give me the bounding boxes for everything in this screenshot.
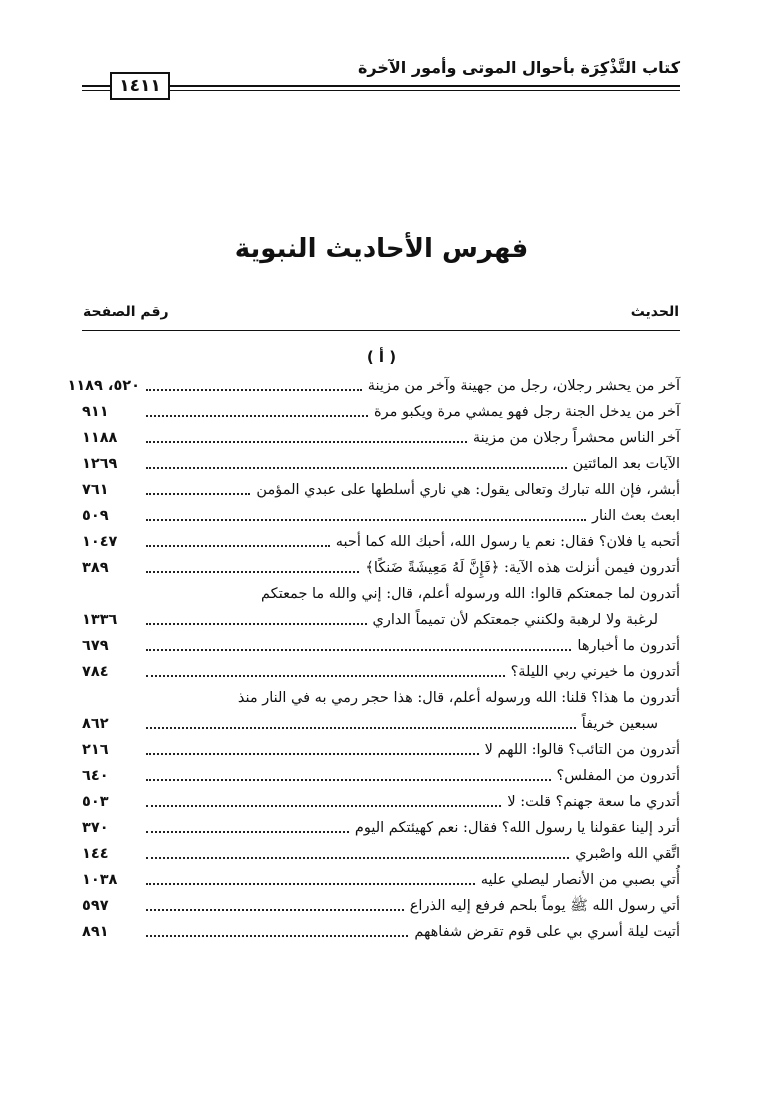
index-entry-line: [82, 685, 680, 711]
index-entry-line: [82, 867, 680, 893]
column-header-page-number: رقم الصفحة: [83, 304, 169, 320]
page-reference: ٨٦٢: [82, 716, 109, 732]
running-header: [82, 52, 680, 102]
index-entry: [82, 737, 680, 763]
page-number: ١٤١١: [110, 72, 170, 100]
page-reference: ٦٤٠: [82, 768, 109, 784]
hadith-text: آخر من يدخل الجنة رجل فهو يمشي مرة ويكبو مرة: [374, 404, 680, 420]
hadith-text: سبعين خريفاً: [581, 716, 658, 732]
index-entry: [82, 633, 680, 659]
index-entry-line: [67, 373, 680, 399]
page-reference: ١٣٣٦: [82, 612, 118, 628]
page-reference: ١٤٤: [82, 846, 109, 862]
page-reference: ١٠٣٨: [82, 872, 118, 888]
dot-leader: [146, 519, 586, 521]
index-entry-line: [82, 477, 680, 503]
index-entry: [82, 789, 680, 815]
book-title: كتاب التَّذْكِرَة بأحوال الموتى وأمور الآخرة: [357, 58, 680, 77]
hadith-text: أبشر، فإن الله تبارك وتعالى يقول: هي ناري أسلطها على عبدي المؤمن: [256, 482, 680, 498]
hadith-text: أتدرون لما جمعتكم قالوا: الله ورسوله أعلم، قال: إني والله ما جمعتكم: [261, 586, 680, 602]
dot-leader: [146, 831, 349, 833]
hadith-text: لرغبة ولا لرهبة ولكنني جمعتكم لأن تميماً الداري: [372, 612, 658, 628]
hadith-text: أترد إلينا عقولنا يا رسول الله؟ فقال: نعم كهيئتكم اليوم: [354, 820, 680, 836]
index-entry-line: [82, 893, 680, 919]
index-entry: [82, 685, 680, 737]
hadith-text: أتدرون فيمن أنزلت هذه الآية: ﴿فَإِنَّ لَهُ مَعِيشَةً ضَنكًا﴾: [365, 560, 680, 576]
column-header-hadith: الحديث: [630, 304, 679, 320]
hadith-text: اتَّقي الله واصْبري: [575, 846, 680, 862]
page-reference: ٨٩١: [82, 924, 109, 940]
dot-leader: [146, 623, 367, 625]
index-entry-line: [82, 529, 680, 555]
dot-leader: [146, 857, 569, 859]
dot-leader: [146, 441, 467, 443]
hadith-index-list: [67, 373, 680, 945]
index-entry: [82, 555, 680, 581]
hadith-text: أتي رسول الله ﷺ يوماً بلحم فرفع إليه الذراع: [409, 898, 680, 914]
index-entry-line: [82, 425, 680, 451]
dot-leader: [146, 727, 576, 729]
index-entry: [82, 477, 680, 503]
dot-leader: [146, 883, 475, 885]
page-reference: ١١٨٨: [82, 430, 118, 446]
index-entry: [67, 373, 680, 399]
hadith-text: أتدرون من المفلس؟: [556, 768, 680, 784]
page-reference: ١٠٤٧: [82, 534, 118, 550]
page-reference: ٩١١: [82, 404, 109, 420]
page-reference: ٦٧٩: [82, 638, 109, 654]
page-reference: ٥٠٩: [82, 508, 109, 524]
hadith-text: أتيت ليلة أسري بي على قوم تقرض شفاههم: [414, 924, 680, 940]
header-rule-thick: [82, 85, 680, 87]
index-entry-line: [82, 841, 680, 867]
index-entry-line: [82, 503, 680, 529]
page-reference: ٣٧٠: [82, 820, 109, 836]
hadith-text: آخر من يحشر رجلان، رجل من جهينة وآخر من مزينة: [367, 378, 680, 394]
page-reference: ٥٠٣: [82, 794, 109, 810]
index-entry-line: [82, 607, 680, 633]
index-entry-line: [82, 815, 680, 841]
index-title: فهرس الأحاديث النبوية: [234, 234, 529, 264]
index-entry: [82, 659, 680, 685]
page-reference: ١٢٦٩: [82, 456, 118, 472]
index-entry-line: [82, 659, 680, 685]
hadith-text: أتدرون ما أخبارها: [577, 638, 680, 654]
index-entry: [82, 867, 680, 893]
hadith-text: ابعث بعث النار: [591, 508, 680, 524]
dot-leader: [146, 779, 551, 781]
index-entry: [82, 763, 680, 789]
index-entry: [82, 893, 680, 919]
dot-leader: [146, 545, 330, 547]
hadith-text: أُتي بصبي من الأنصار ليصلي عليه: [480, 872, 680, 888]
index-entry: [82, 581, 680, 633]
index-entry-line: [82, 581, 680, 607]
header-rule-thin: [82, 90, 680, 91]
index-entry: [82, 399, 680, 425]
hadith-text: الآيات بعد المائتين: [572, 456, 680, 472]
index-entry-line: [82, 919, 680, 945]
index-entry-line: [82, 633, 680, 659]
page-reference: ٢١٦: [82, 742, 109, 758]
dot-leader: [146, 675, 505, 677]
index-entry-line: [82, 789, 680, 815]
index-entry: [82, 425, 680, 451]
index-entry: [82, 529, 680, 555]
index-entry-line: [82, 737, 680, 763]
dot-leader: [146, 753, 479, 755]
index-entry: [82, 841, 680, 867]
page-reference: ٥٩٧: [82, 898, 109, 914]
dot-leader: [146, 493, 250, 495]
dot-leader: [146, 571, 359, 573]
page-reference: ٣٨٩: [82, 560, 109, 576]
dot-leader: [146, 415, 368, 417]
index-entry-line: [82, 555, 680, 581]
hadith-text: أتحبه يا فلان؟ فقال: نعم يا رسول الله، أحبك الله كما أحبه: [335, 534, 680, 550]
hadith-text: أتدري ما سعة جهنم؟ قلت: لا: [507, 794, 680, 810]
dot-leader: [146, 649, 571, 651]
index-entry-line: [82, 763, 680, 789]
section-letter: ( أ ): [366, 348, 397, 366]
hadith-text: أتدرون من التائب؟ قالوا: اللهم لا: [484, 742, 680, 758]
page-reference: ٥٢٠، ١١٨٩: [67, 378, 140, 394]
index-entry: [82, 451, 680, 477]
dot-leader: [146, 467, 567, 469]
hadith-text: أتدرون ما هذا؟ قلنا: الله ورسوله أعلم، قال: هذا حجر رمي به في النار منذ: [237, 690, 680, 706]
dot-leader: [146, 805, 501, 807]
index-entry: [82, 815, 680, 841]
column-header-rule: [82, 330, 680, 331]
dot-leader: [146, 389, 362, 391]
index-entry-line: [82, 399, 680, 425]
page-reference: ٧٨٤: [82, 664, 109, 680]
dot-leader: [146, 935, 408, 937]
dot-leader: [146, 909, 404, 911]
index-entry: [82, 503, 680, 529]
index-entry: [82, 919, 680, 945]
page-reference: ٧٦١: [82, 482, 109, 498]
index-entry-line: [82, 451, 680, 477]
hadith-text: أتدرون ما خيرني ربي الليلة؟: [510, 664, 680, 680]
hadith-text: آخر الناس محشراً رجلان من مزينة: [472, 430, 680, 446]
index-entry-line: [82, 711, 680, 737]
